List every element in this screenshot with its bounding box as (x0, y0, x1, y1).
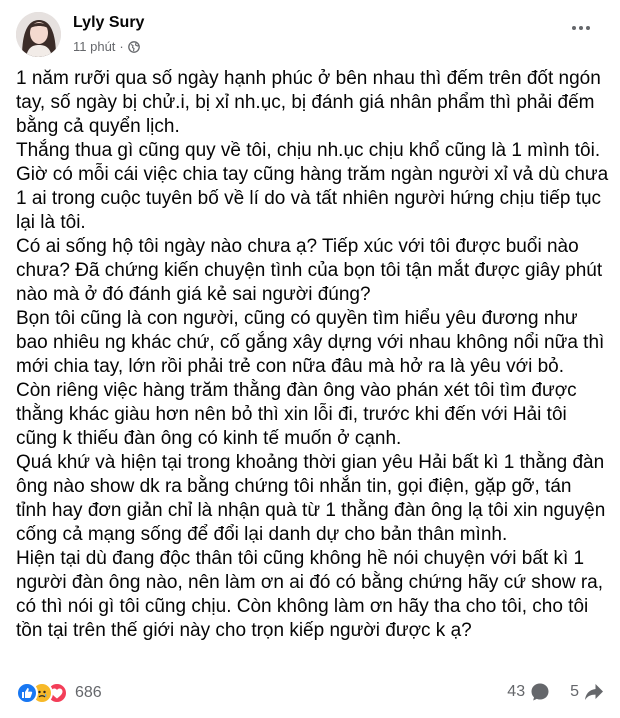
meta-separator: · (119, 39, 124, 54)
post-line: cống cả mạng sống để đổi lại danh dự cho bản thân mình. (16, 524, 508, 545)
author-name[interactable]: Lyly Sury (73, 14, 145, 31)
post-line: Quá khứ và hiện tại trong khoảng thời gian yêu Hải bất kì 1 thằng đàn (16, 452, 605, 473)
post-line: tay, số ngày bị chử.i, bị xỉ nh.ục, bị đánh giá nhân phẩm thì phải đếm (16, 92, 595, 113)
reactions-summary[interactable] (16, 682, 102, 704)
avatar[interactable] (16, 12, 61, 57)
post-line: Bọn tôi cũng là con người, cũng có quyền tìm hiểu yêu đương như (16, 308, 578, 329)
post-line: tồn tại trên thế giới này cho trọn kiếp người được k ạ? (16, 620, 472, 641)
share-icon (584, 683, 604, 701)
post-line: 1 ai trong cuộc tuyên bố về lí do và tất nhiên người hứng chịu tiếp tục (16, 188, 602, 209)
comment-stat[interactable] (507, 682, 550, 702)
post-text (16, 67, 612, 643)
post-header (16, 12, 604, 60)
comment-count: 43 (507, 683, 526, 700)
post-line: Thắng thua gì cũng quy về tôi, chịu nh.ục chịu khổ cũng là 1 mình tôi. (16, 140, 601, 161)
post-line: chưa? Đã chứng kiến chuyện tình của bọn tôi tận mắt được giây phút (16, 260, 603, 281)
post-line: mới chia tay, lớn rồi phải trẻ con nữa đâu mà hở ra là yêu với bỏ. (16, 356, 565, 377)
post-time[interactable]: 11 phút (73, 39, 116, 54)
post-line: bao nhiêu ng khác chứ, cố gắng xây dựng với nhau không nổi nữa thì (16, 332, 605, 353)
post-line: 1 năm rưỡi qua số ngày hạnh phúc ở bên nhau thì đếm trên đốt ngón (16, 68, 601, 89)
globe-icon (128, 41, 140, 53)
share-count: 5 (570, 683, 579, 700)
post-line: Có ai sống hộ tôi ngày nào chưa ạ? Tiếp xúc với tôi được buổi nào (16, 236, 579, 257)
post-meta (73, 39, 140, 54)
post-line: Còn riêng việc hàng trăm thằng đàn ông vào phán xét tôi tìm được (16, 380, 577, 401)
post-line: Giờ có mỗi cái việc chia tay cũng hàng trăm ngàn người xỉ vả dù chưa (16, 164, 609, 185)
post-line: cũng k thiếu đàn ông có kinh tế muốn ở cạnh. (16, 428, 402, 449)
post-line: nào mà ở đó đánh giá kẻ sai người đúng? (16, 284, 371, 305)
post-line: lại là tôi. (16, 212, 86, 233)
post-line: thằng khác giàu hơn nên bỏ thì xin lỗi đi, trước khi đến với Hải tôi (16, 404, 567, 425)
share-stat[interactable] (570, 683, 604, 701)
post-line: có thì nói gì tôi cũng chịu. Còn không làm ơn hãy tha cho tôi, cho tôi (16, 596, 589, 617)
post-footer (16, 680, 604, 708)
more-options-icon[interactable] (572, 22, 596, 34)
reaction-count: 686 (75, 684, 102, 701)
post-line: ông nào show dk ra bằng chứng tôi nhắn tin, gọi điện, gặp gỡ, tán (16, 476, 572, 497)
like-icon (16, 682, 38, 704)
post-line: Hiện tại dù đang độc thân tôi cũng không hề nói chuyện với bất kì 1 (16, 548, 585, 569)
post-line: tỉnh hay đơn giản chỉ là nhận quà từ 1 thằng đàn ông lạ tôi xin nguyện (16, 500, 606, 521)
post-line: người đàn ông nào, nên làm ơn ai đó có bằng chứng hãy cứ show ra, (16, 572, 603, 593)
engagement-stats (507, 682, 604, 702)
comment-icon (530, 682, 550, 702)
post-line: bằng cả quyển lịch. (16, 116, 180, 137)
